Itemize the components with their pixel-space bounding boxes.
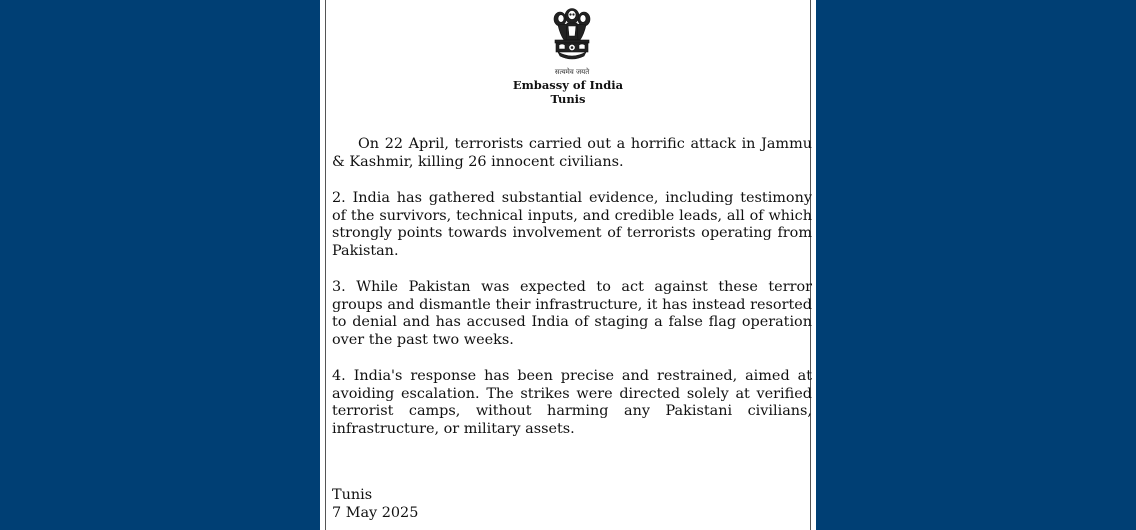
paragraph-1: On 22 April, terrorists carried out a horrific attack in Jammu & Kashmir, killing 26 innocent civilians. [332, 136, 812, 170]
document-page [320, 0, 816, 530]
page-border [325, 0, 811, 530]
emblem-motto: सत्यमेव जयते [554, 68, 590, 76]
embassy-city: Tunis [550, 92, 586, 106]
signoff-date: 7 May 2025 [332, 505, 419, 521]
paragraph-2: 2. India has gathered substantial evidence, including testimony of the survivors, technical inputs, and credible leads, all of which strongly points towards involvement of terrorists operating from Pakistan. [332, 190, 812, 259]
embassy-name: Embassy of India [512, 78, 624, 92]
signoff-place: Tunis [332, 487, 373, 503]
paragraph-4: 4. India's response has been precise and restrained, aimed at avoiding escalation. The strikes were directed solely at verified terrorist camps, without harming any Pakistani civilians, infrastructure, or military assets. [332, 368, 812, 437]
national-emblem-icon [548, 6, 596, 68]
paragraph-3: 3. While Pakistan was expected to act against these terror groups and dismantle their infrastructure, it has instead resorted to denial and has accused India of staging a false flag operation over the past two weeks. [332, 279, 812, 348]
